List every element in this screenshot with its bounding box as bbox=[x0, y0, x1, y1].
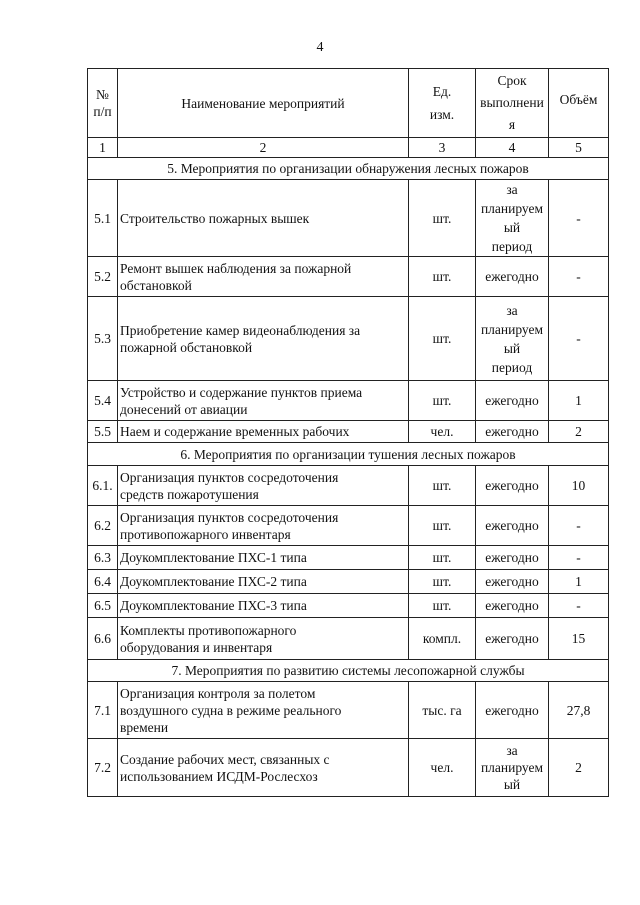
activity-name bbox=[118, 546, 409, 570]
activity-name bbox=[118, 739, 409, 797]
unit: чел. bbox=[409, 421, 476, 443]
unit: шт. bbox=[409, 466, 476, 506]
column-number: 1 bbox=[88, 138, 118, 158]
activity-name-line: противопожарного инвентаря bbox=[120, 526, 291, 542]
term-line: за bbox=[506, 302, 518, 318]
page-number: 4 bbox=[316, 40, 324, 55]
table-row bbox=[88, 297, 609, 381]
table-row bbox=[88, 739, 609, 797]
unit: шт. bbox=[409, 381, 476, 421]
volume: - bbox=[549, 257, 609, 297]
term-line: период bbox=[491, 239, 533, 254]
table-row bbox=[88, 257, 609, 297]
activity-name bbox=[118, 682, 409, 739]
term-line: планируем bbox=[480, 201, 544, 216]
section-row bbox=[88, 660, 609, 682]
header-volume: Объём bbox=[549, 69, 609, 138]
table-row bbox=[88, 421, 609, 443]
row-number: 6.3 bbox=[88, 546, 118, 570]
table-row bbox=[88, 180, 609, 257]
term: ежегодно bbox=[476, 506, 549, 546]
term-line: ый bbox=[503, 777, 521, 792]
term-line: период bbox=[491, 359, 533, 375]
table-row bbox=[88, 594, 609, 618]
term-line: за bbox=[506, 182, 518, 197]
activity-name-line: Доукомплектование ПХС-3 типа bbox=[120, 598, 307, 613]
activity-name bbox=[118, 466, 409, 506]
activity-name bbox=[118, 506, 409, 546]
activity-name bbox=[118, 594, 409, 618]
activity-name-line: Ремонт вышек наблюдения за пожарной bbox=[120, 260, 352, 276]
unit: шт. bbox=[409, 180, 476, 257]
unit: тыс. га bbox=[409, 682, 476, 739]
header-unit: Ед. изм. bbox=[409, 69, 476, 138]
term-line: ый bbox=[503, 220, 521, 235]
unit: чел. bbox=[409, 739, 476, 797]
activity-name-line: использованием ИСДМ-Рослесхоз bbox=[120, 768, 318, 784]
term-full bbox=[478, 793, 479, 794]
section-title: 7. Мероприятия по развитию системы лесопожарной службы bbox=[88, 660, 609, 682]
unit: шт. bbox=[409, 546, 476, 570]
table-row bbox=[88, 506, 609, 546]
volume: 27,8 bbox=[549, 682, 609, 739]
term-line: ый bbox=[503, 340, 521, 356]
activity-name-line: донесений от авиации bbox=[120, 401, 248, 417]
volume: - bbox=[549, 297, 609, 381]
column-number: 3 bbox=[409, 138, 476, 158]
row-number: 7.1 bbox=[88, 682, 118, 739]
header-term: Срок выполнени я bbox=[476, 69, 549, 138]
volume: - bbox=[549, 180, 609, 257]
activity-name-line: средств пожаротушения bbox=[120, 486, 259, 502]
column-number: 2 bbox=[118, 138, 409, 158]
activity-name bbox=[118, 297, 409, 381]
activity-name-line: Комплекты противопожарного bbox=[120, 622, 297, 638]
header-no: № п/п bbox=[88, 69, 118, 138]
volume: 2 bbox=[549, 739, 609, 797]
activity-name-line: Организация пунктов сосредоточения bbox=[120, 509, 339, 525]
column-number: 5 bbox=[549, 138, 609, 158]
section-title: 5. Мероприятия по организации обнаружения лесных пожаров bbox=[88, 158, 609, 180]
row-number: 6.1. bbox=[88, 466, 118, 506]
volume: 1 bbox=[549, 381, 609, 421]
unit: шт. bbox=[409, 570, 476, 594]
volume: - bbox=[549, 506, 609, 546]
term: ежегодно bbox=[476, 682, 549, 739]
activity-name bbox=[118, 421, 409, 443]
volume: 10 bbox=[549, 466, 609, 506]
activity-name-line: Приобретение камер видеонаблюдения за bbox=[120, 322, 361, 338]
unit: шт. bbox=[409, 297, 476, 381]
term bbox=[476, 180, 549, 257]
volume: 1 bbox=[549, 570, 609, 594]
term: ежегодно bbox=[476, 546, 549, 570]
row-number: 5.4 bbox=[88, 381, 118, 421]
table-row bbox=[88, 682, 609, 739]
row-number: 5.3 bbox=[88, 297, 118, 381]
table-row bbox=[88, 466, 609, 506]
table-row bbox=[88, 546, 609, 570]
activity-name-line: воздушного судна в режиме реального bbox=[120, 702, 342, 718]
row-number: 7.2 bbox=[88, 739, 118, 797]
row-number: 5.5 bbox=[88, 421, 118, 443]
section-row bbox=[88, 443, 609, 466]
unit: шт. bbox=[409, 594, 476, 618]
activity-name-line: Организация пунктов сосредоточения bbox=[120, 469, 339, 485]
activity-name-line: оборудования и инвентаря bbox=[120, 639, 273, 655]
activity-name-line: Доукомплектование ПХС-1 типа bbox=[120, 550, 307, 565]
term: ежегодно bbox=[476, 618, 549, 660]
activity-name-line: Устройство и содержание пунктов приема bbox=[120, 384, 363, 400]
term-full bbox=[478, 377, 479, 378]
unit: шт. bbox=[409, 257, 476, 297]
term-line: планируем bbox=[480, 321, 544, 337]
section-row bbox=[88, 158, 609, 180]
activity-name bbox=[118, 257, 409, 297]
activity-name bbox=[118, 618, 409, 660]
column-number: 4 bbox=[476, 138, 549, 158]
term: ежегодно bbox=[476, 381, 549, 421]
row-number: 6.4 bbox=[88, 570, 118, 594]
term: ежегодно bbox=[476, 257, 549, 297]
activity-name-line: Доукомплектование ПХС-2 типа bbox=[120, 574, 307, 589]
term: ежегодно bbox=[476, 421, 549, 443]
unit: шт. bbox=[409, 506, 476, 546]
table-row bbox=[88, 381, 609, 421]
activity-name-line: обстановкой bbox=[120, 277, 192, 293]
volume: - bbox=[549, 546, 609, 570]
term: ежегодно bbox=[476, 594, 549, 618]
section-title: 6. Мероприятия по организации тушения лесных пожаров bbox=[88, 443, 609, 466]
row-number: 6.5 bbox=[88, 594, 118, 618]
activity-name-line: времени bbox=[120, 719, 169, 735]
activity-name bbox=[118, 381, 409, 421]
activity-name-line: Создание рабочих мест, связанных с bbox=[120, 751, 330, 767]
row-number: 5.2 bbox=[88, 257, 118, 297]
header-name: Наименование мероприятий bbox=[118, 69, 409, 138]
table-row bbox=[88, 618, 609, 660]
header-row bbox=[88, 69, 609, 138]
term-line: за bbox=[506, 743, 518, 758]
activities-table bbox=[87, 68, 609, 797]
volume: 15 bbox=[549, 618, 609, 660]
row-number: 5.1 bbox=[88, 180, 118, 257]
term bbox=[476, 297, 549, 381]
volume: 2 bbox=[549, 421, 609, 443]
term: ежегодно bbox=[476, 466, 549, 506]
activity-name-line: Организация контроля за полетом bbox=[120, 685, 316, 701]
table-row bbox=[88, 570, 609, 594]
row-number: 6.2 bbox=[88, 506, 118, 546]
activity-name-line: Строительство пожарных вышек bbox=[120, 210, 310, 226]
term-line: планируем bbox=[480, 760, 544, 775]
volume: - bbox=[549, 594, 609, 618]
unit: компл. bbox=[409, 618, 476, 660]
column-number-row bbox=[88, 138, 609, 158]
activity-name bbox=[118, 570, 409, 594]
term bbox=[476, 739, 549, 797]
activity-name bbox=[118, 180, 409, 257]
term: ежегодно bbox=[476, 570, 549, 594]
activity-name-line: Наем и содержание временных рабочих bbox=[120, 424, 350, 439]
activity-name-line: пожарной обстановкой bbox=[120, 339, 253, 355]
row-number: 6.6 bbox=[88, 618, 118, 660]
